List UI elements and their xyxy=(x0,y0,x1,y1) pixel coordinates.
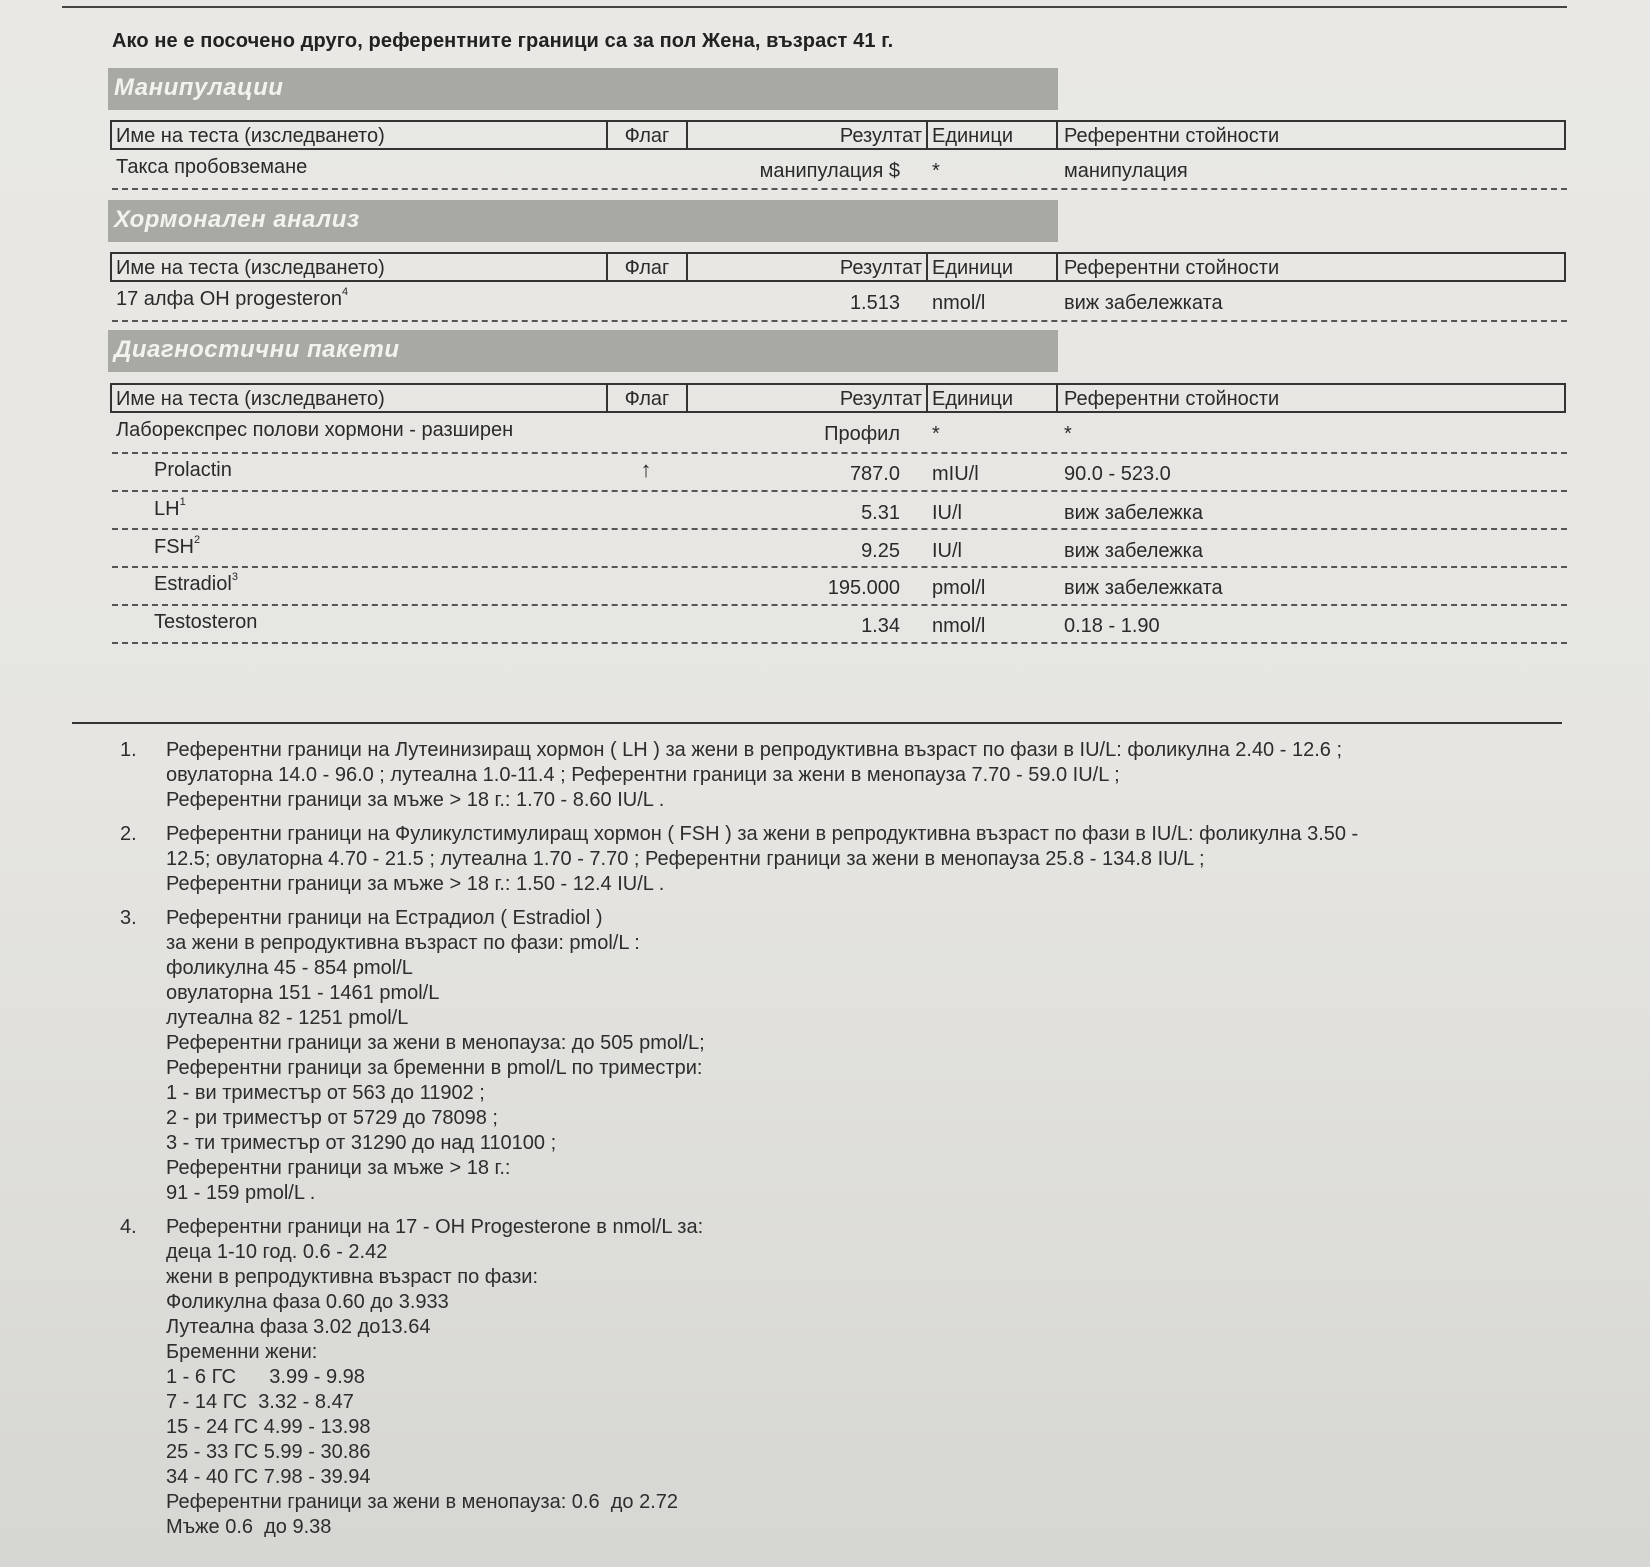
test-reference: виж забележка xyxy=(1064,540,1203,562)
test-result: 9.25 xyxy=(861,540,900,562)
test-reference: 90.0 - 523.0 xyxy=(1064,463,1171,485)
col-reference: Референтни стойности xyxy=(1064,257,1280,279)
section-title: Манипулации xyxy=(114,74,284,101)
footnote-ref: 3 xyxy=(231,571,238,583)
footnote-line: Референтни граници на Фуликулстимулиращ хормон ( FSH ) за жени в репродуктивна възраст по фази в IU/L: фоликулна 3.50 - xyxy=(166,823,1359,845)
test-name: Такса пробовземане xyxy=(116,156,308,178)
col-name: Име на теста (изследването) xyxy=(112,385,608,411)
col-name: Име на теста (изследването) xyxy=(112,122,608,148)
table-header xyxy=(110,383,1566,413)
test-reference: виж забележка xyxy=(1064,502,1203,524)
section-title: Хормонален анализ xyxy=(114,206,360,233)
footnote-line: Референтни граници за бременни в pmol/L по триместри: xyxy=(166,1057,703,1079)
col-units: Единици xyxy=(928,122,1058,148)
col-flag: Флаг xyxy=(608,254,688,280)
footnote-number: 1. xyxy=(120,739,137,761)
footnote-line: лутеална 82 - 1251 pmol/L xyxy=(166,1007,409,1029)
footnote-line: Референтни граници на Естрадиол ( Estradiol ) xyxy=(166,907,603,929)
footnote-line: Референтни граници на Лутеинизиращ хормон ( LH ) за жени в репродуктивна възраст по фази в IU/L: фоликулна 2.40 - 12.6 ; xyxy=(166,739,1342,761)
test-result: 1.34 xyxy=(861,615,900,637)
test-name-text: Estradiol xyxy=(154,573,232,595)
test-name-text: LH xyxy=(154,498,180,520)
footnote-ref: 2 xyxy=(194,534,201,546)
test-name: Лаборекспрес полови хормони - разширен xyxy=(116,419,514,441)
test-units: nmol/l xyxy=(932,292,986,314)
footnote-2 xyxy=(120,822,1358,897)
table-row xyxy=(110,150,1566,188)
table-row-package xyxy=(110,413,1566,451)
test-units: pmol/l xyxy=(932,577,986,599)
test-units: * xyxy=(932,160,940,182)
test-result: Профил xyxy=(824,423,900,445)
footnote-line: 7 - 14 ГС 3.32 - 8.47 xyxy=(166,1391,354,1413)
section-header-diagnostic-packages xyxy=(108,330,1058,372)
footnote-line: 25 - 33 ГС 5.99 - 30.86 xyxy=(166,1441,371,1463)
test-name xyxy=(154,498,186,521)
test-name xyxy=(154,573,238,596)
test-reference: виж забележката xyxy=(1064,577,1223,599)
test-result: 1.513 xyxy=(849,292,900,314)
footnote-line: овулаторна 14.0 - 96.0 ; лутеална 1.0-11.4 ; Референтни граници за жени в менопауза 7.70 - 59.0 IU/L ; xyxy=(166,764,1120,786)
footnote-line: Референтни граници за мъже > 18 г.: xyxy=(166,1157,511,1179)
test-units: IU/l xyxy=(932,502,962,524)
test-result: 195.000 xyxy=(827,577,900,599)
footnote-line: Референтни граници за жени в менопауза: до 505 pmol/L; xyxy=(166,1032,705,1054)
table-header xyxy=(110,252,1566,282)
table-row xyxy=(110,282,1566,320)
table-row-fsh xyxy=(110,530,1566,568)
footnote-4 xyxy=(120,1215,1358,1540)
section-title: Диагностични пакети xyxy=(114,336,400,363)
footnote-1 xyxy=(120,738,1358,813)
col-units: Единици xyxy=(928,254,1058,280)
col-result: Резултат xyxy=(688,254,928,280)
col-flag: Флаг xyxy=(608,122,688,148)
footnote-number: 2. xyxy=(120,823,137,845)
col-result: Резултат xyxy=(688,122,928,148)
footnote-line: овулаторна 151 - 1461 pmol/L xyxy=(166,982,440,1004)
footnote-3 xyxy=(120,906,1358,1206)
footnote-line: 1 - 6 ГС 3.99 - 9.98 xyxy=(166,1366,365,1388)
footnote-line: Референтни граници за мъже > 18 г.: 1.50 - 12.4 IU/L . xyxy=(166,873,665,895)
footnote-line: фоликулна 45 - 854 pmol/L xyxy=(166,957,413,979)
test-units: mIU/l xyxy=(932,463,979,485)
footnote-line: 34 - 40 ГС 7.98 - 39.94 xyxy=(166,1466,371,1488)
test-reference: манипулация xyxy=(1064,160,1188,182)
test-reference: виж забележката xyxy=(1064,292,1223,314)
col-reference: Референтни стойности xyxy=(1064,125,1280,147)
footnote-line: 3 - ти триместър от 31290 до над 110100 ; xyxy=(166,1132,557,1154)
reference-intro: Ако не е посочено друго, референтните граници са за пол Жена, възраст 41 г. xyxy=(112,30,894,52)
footnotes-divider xyxy=(72,722,1562,724)
row-divider xyxy=(112,320,1567,322)
section-header-hormonal-analysis xyxy=(108,200,1058,242)
test-units: nmol/l xyxy=(932,615,986,637)
col-result: Резултат xyxy=(688,385,928,411)
test-result: 5.31 xyxy=(861,502,900,524)
test-result: манипулация $ xyxy=(759,160,900,182)
footnotes xyxy=(120,738,1358,1549)
row-divider xyxy=(112,188,1567,190)
test-name: Testosteron xyxy=(154,611,258,633)
test-result: 787.0 xyxy=(849,463,900,485)
footnote-line: Лутеална фаза 3.02 до13.64 xyxy=(166,1316,431,1338)
col-reference: Референтни стойности xyxy=(1064,388,1280,410)
table-row-prolactin xyxy=(110,453,1566,491)
footnote-number: 3. xyxy=(120,907,137,929)
test-reference: * xyxy=(1064,423,1072,445)
row-divider xyxy=(112,642,1567,644)
test-name xyxy=(116,288,348,311)
test-name: Prolactin xyxy=(154,459,232,481)
table-header xyxy=(110,120,1566,150)
test-name xyxy=(154,536,200,559)
test-units: IU/l xyxy=(932,540,962,562)
test-reference: 0.18 - 1.90 xyxy=(1064,615,1160,637)
footnote-line: жени в репродуктивна възраст по фази: xyxy=(166,1266,539,1288)
footnote-line: 1 - ви триместър от 563 до 11902 ; xyxy=(166,1082,485,1104)
footnote-line: Референтни граници на 17 - OH Progesterone в nmol/L за: xyxy=(166,1216,704,1238)
footnote-line: 15 - 24 ГС 4.99 - 13.98 xyxy=(166,1416,371,1438)
footnote-ref: 1 xyxy=(179,496,186,508)
footnote-line: Референтни граници за мъже > 18 г.: 1.70 - 8.60 IU/L . xyxy=(166,789,665,811)
test-name-text: FSH xyxy=(154,536,194,558)
footnote-line: 91 - 159 pmol/L . xyxy=(166,1182,316,1204)
footnote-line: 2 - ри триместър от 5729 до 78098 ; xyxy=(166,1107,498,1129)
test-units: * xyxy=(932,423,940,445)
footnote-line: Фоликулна фаза 0.60 до 3.933 xyxy=(166,1291,449,1313)
footnote-line: Референтни граници за жени в менопауза: 0.6 до 2.72 xyxy=(166,1491,679,1513)
table-row-testosteron xyxy=(110,605,1566,643)
col-flag: Флаг xyxy=(608,385,688,411)
footnote-line: 12.5; овулаторна 4.70 - 21.5 ; лутеална 1.70 - 7.70 ; Референтни граници за жени в менопауза 25.8 - 134.8 IU/L ; xyxy=(166,848,1205,870)
col-units: Единици xyxy=(928,385,1058,411)
footnote-line: Бременни жени: xyxy=(166,1341,318,1363)
top-divider xyxy=(62,6,1567,8)
col-name: Име на теста (изследването) xyxy=(112,254,608,280)
footnote-line: за жени в репродуктивна възраст по фази: pmol/L : xyxy=(166,932,640,954)
section-header-manipulations xyxy=(108,68,1058,110)
arrow-up-icon: ↑ xyxy=(640,457,652,482)
table-row-estradiol xyxy=(110,567,1566,605)
footnote-number: 4. xyxy=(120,1216,137,1238)
footnote-line: деца 1-10 год. 0.6 - 2.42 xyxy=(166,1241,388,1263)
table-row-lh xyxy=(110,492,1566,530)
footnote-line: Мъже 0.6 до 9.38 xyxy=(166,1516,332,1538)
footnote-ref: 4 xyxy=(342,286,349,298)
test-name-text: 17 алфа OH progesteron xyxy=(116,288,343,310)
